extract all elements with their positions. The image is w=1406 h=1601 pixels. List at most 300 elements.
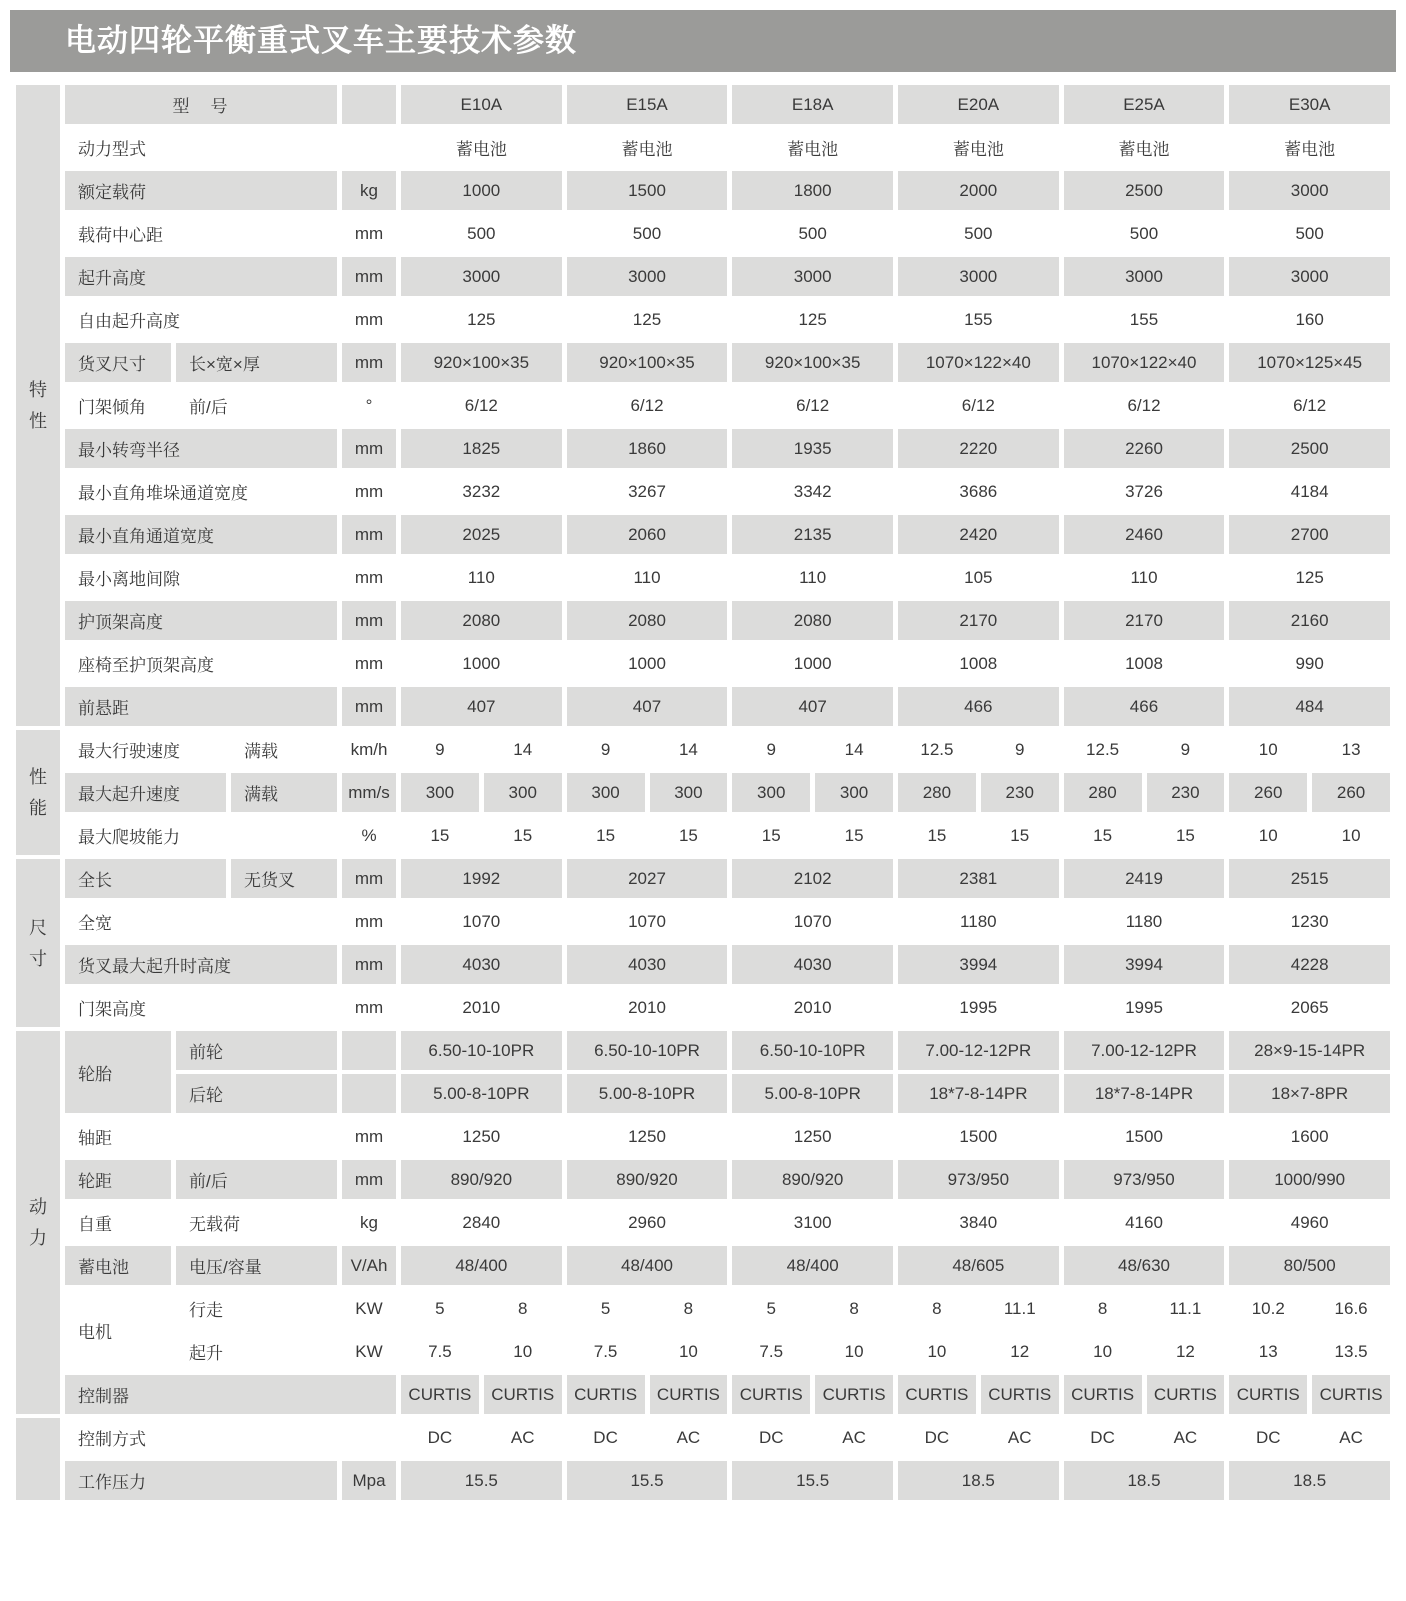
value-cell: 8 <box>683 1298 694 1318</box>
unit-cell: mm <box>342 945 396 984</box>
value-cell: 466 <box>1064 687 1225 726</box>
section-label-char: 寸 <box>29 948 47 969</box>
unit-cell <box>342 1031 396 1070</box>
value-cell: 28×9-15-14PR <box>1229 1031 1390 1070</box>
unit-cell: mm <box>342 601 396 640</box>
value-cell: 1070 <box>628 911 666 931</box>
value-cell: 2220 <box>898 429 1059 468</box>
value-cell: 2010 <box>462 997 501 1017</box>
unit-cell: mm <box>354 653 384 673</box>
value-cell: 1800 <box>732 171 893 210</box>
value-cell: 3000 <box>1229 171 1390 210</box>
value-cell: 890/920 <box>401 1160 562 1199</box>
section-label <box>16 85 60 726</box>
value-cell: 3994 <box>898 945 1059 984</box>
value-cell: 4030 <box>401 945 562 984</box>
value-cell: 1000 <box>628 653 666 673</box>
value-cell: 10 <box>1341 825 1361 845</box>
row-label: 座椅至护顶架高度 <box>78 656 214 675</box>
value-cell: 280 <box>1064 773 1142 812</box>
unit-cell <box>342 85 396 124</box>
value-cell: 3000 <box>898 257 1059 296</box>
value-cell: 1000/990 <box>1229 1160 1390 1199</box>
unit-cell: mm <box>354 223 384 243</box>
section-label-char: 尺 <box>29 917 47 938</box>
value-cell: 160 <box>1295 309 1324 329</box>
value-cell: 1500 <box>1125 1126 1163 1146</box>
row-sublabel: 起升 <box>189 1344 223 1363</box>
value-cell: 230 <box>981 773 1059 812</box>
unit-cell: mm <box>354 481 384 501</box>
value-cell: 1500 <box>959 1126 998 1146</box>
value-cell: 蓄电池 <box>621 140 673 159</box>
unit-cell: mm <box>342 1160 396 1199</box>
value-cell: 6/12 <box>464 395 498 415</box>
value-cell: 5.00-8-10PR <box>401 1074 562 1113</box>
value-cell: 110 <box>799 567 827 587</box>
value-cell: 48/400 <box>401 1246 562 1285</box>
value-cell: 蓄电池 <box>952 140 1004 159</box>
value-cell: 280 <box>898 773 976 812</box>
value-cell: 300 <box>401 773 479 812</box>
row-label: 控制方式 <box>78 1430 146 1449</box>
unit-cell: Mpa <box>342 1461 396 1500</box>
value-cell: 1008 <box>959 653 998 673</box>
value-cell: 300 <box>650 773 728 812</box>
row-sublabel: 前/后 <box>189 398 228 417</box>
unit-cell: KW <box>355 1298 383 1318</box>
value-cell: 14 <box>678 739 698 759</box>
value-cell: 6.50-10-10PR <box>401 1031 562 1070</box>
section-label <box>16 1031 60 1414</box>
value-cell: 2420 <box>898 515 1059 554</box>
value-cell: 蓄电池 <box>787 140 839 159</box>
row-label: 自由起升高度 <box>78 312 180 331</box>
row-sublabel: 前轮 <box>176 1031 337 1070</box>
row-label: 自重 <box>78 1215 112 1234</box>
value-cell: 3000 <box>732 257 893 296</box>
value-cell: 2160 <box>1229 601 1390 640</box>
row-label: 门架高度 <box>78 1000 146 1019</box>
value-cell: 2419 <box>1064 859 1225 898</box>
section-label <box>16 1418 60 1500</box>
value-cell: 16.6 <box>1334 1298 1368 1318</box>
value-cell: 230 <box>1147 773 1225 812</box>
value-cell: 6/12 <box>796 395 830 415</box>
value-cell: 484 <box>1229 687 1390 726</box>
value-cell: 3840 <box>959 1212 998 1232</box>
value-cell: 1000 <box>793 653 832 673</box>
value-cell: 18.5 <box>1064 1461 1225 1500</box>
value-cell: 1935 <box>732 429 893 468</box>
value-cell: 4960 <box>1290 1212 1329 1232</box>
model-header: E18A <box>732 85 893 124</box>
value-cell: 9 <box>435 739 445 759</box>
row-group-label: 轮胎 <box>65 1031 171 1113</box>
value-cell: 1250 <box>628 1126 666 1146</box>
row-label: 门架倾角 <box>78 398 146 417</box>
value-cell: 9 <box>600 739 611 759</box>
value-cell: 1070×125×45 <box>1229 343 1390 382</box>
row-sublabel: 无货叉 <box>231 859 337 898</box>
value-cell: 12 <box>1175 1341 1195 1361</box>
value-cell: 2060 <box>567 515 728 554</box>
value-cell: 15 <box>1010 825 1030 845</box>
value-cell: CURTIS <box>567 1375 645 1414</box>
value-cell: 15.5 <box>401 1461 562 1500</box>
value-cell: 8 <box>849 1298 859 1318</box>
value-cell: 48/400 <box>732 1246 893 1285</box>
row-label: 护顶架高度 <box>65 601 337 640</box>
row-sublabel: 长×宽×厚 <box>176 343 337 382</box>
value-cell: 4030 <box>567 945 728 984</box>
value-cell: 125 <box>798 309 827 329</box>
section-label-char: 能 <box>29 798 47 818</box>
value-cell: 407 <box>401 687 562 726</box>
value-cell: 9 <box>1015 739 1025 759</box>
value-cell: 1070×122×40 <box>1064 343 1225 382</box>
row-label: 货叉最大起升时高度 <box>65 945 337 984</box>
value-cell: 466 <box>898 687 1059 726</box>
row-sublabel: 前/后 <box>176 1160 337 1199</box>
unit-cell <box>342 1074 396 1113</box>
value-cell: 920×100×35 <box>567 343 728 382</box>
row-sublabel: 电压/容量 <box>176 1246 337 1285</box>
value-cell: 3994 <box>1064 945 1225 984</box>
row-sublabel: 行走 <box>189 1301 223 1320</box>
value-cell: CURTIS <box>981 1375 1059 1414</box>
unit-cell: mm/s <box>342 773 396 812</box>
value-cell: 3232 <box>462 481 501 501</box>
value-cell: 2000 <box>898 171 1059 210</box>
value-cell: 4160 <box>1125 1212 1163 1232</box>
value-cell: CURTIS <box>1312 1375 1390 1414</box>
value-cell: 2080 <box>567 601 728 640</box>
value-cell: 920×100×35 <box>732 343 893 382</box>
value-cell: 1230 <box>1290 911 1329 931</box>
value-cell: 2025 <box>401 515 562 554</box>
value-cell: 6/12 <box>961 395 995 415</box>
value-cell: 13.5 <box>1334 1341 1368 1361</box>
row-label: 全宽 <box>78 914 112 933</box>
value-cell: 2460 <box>1064 515 1225 554</box>
row-label: 控制器 <box>65 1375 396 1414</box>
value-cell: CURTIS <box>1064 1375 1142 1414</box>
value-cell: 2080 <box>732 601 893 640</box>
value-cell: 2960 <box>628 1212 666 1232</box>
value-cell: 2840 <box>462 1212 501 1232</box>
value-cell: 8 <box>1097 1298 1108 1318</box>
value-cell: DC <box>427 1427 453 1447</box>
section-label-char: 力 <box>29 1228 47 1248</box>
value-cell: 18.5 <box>898 1461 1059 1500</box>
value-cell: 12.5 <box>1086 739 1120 759</box>
unit-cell: mm <box>342 257 396 296</box>
value-cell: 500 <box>1295 223 1324 243</box>
value-cell: 990 <box>1295 653 1324 673</box>
value-cell: 155 <box>1129 309 1159 329</box>
section-label-char: 性 <box>29 767 47 787</box>
unit-cell: kg <box>342 171 396 210</box>
value-cell: 1250 <box>462 1126 501 1146</box>
value-cell: 890/920 <box>732 1160 893 1199</box>
unit-cell: % <box>361 825 377 845</box>
value-cell: 48/605 <box>898 1246 1059 1285</box>
value-cell: 48/630 <box>1064 1246 1225 1285</box>
value-cell: 9 <box>766 739 776 759</box>
value-cell: 蓄电池 <box>1284 140 1336 159</box>
value-cell: 15 <box>1093 825 1113 845</box>
value-cell: 110 <box>1130 567 1158 587</box>
value-cell: 15 <box>1175 825 1195 845</box>
value-cell: 2515 <box>1229 859 1390 898</box>
unit-cell <box>342 1418 396 1457</box>
value-cell: 2080 <box>401 601 562 640</box>
value-cell: AC <box>1173 1427 1198 1447</box>
row-label: 载荷中心距 <box>78 226 163 245</box>
value-cell: 5.00-8-10PR <box>567 1074 728 1113</box>
value-cell: 48/400 <box>567 1246 728 1285</box>
value-cell: 5.00-8-10PR <box>732 1074 893 1113</box>
row-sublabel: 后轮 <box>176 1074 337 1113</box>
value-cell: 4228 <box>1229 945 1390 984</box>
value-cell: AC <box>842 1427 866 1447</box>
value-cell: 3000 <box>401 257 562 296</box>
value-cell: 500 <box>467 223 496 243</box>
value-cell: 6/12 <box>630 395 664 415</box>
value-cell: 500 <box>632 223 662 243</box>
row-label: 起升高度 <box>65 257 337 296</box>
value-cell: 500 <box>798 223 827 243</box>
value-cell: AC <box>1339 1427 1363 1447</box>
value-cell: 3267 <box>628 481 666 501</box>
value-cell: 10 <box>1258 739 1278 759</box>
value-cell: 5 <box>766 1298 776 1318</box>
value-cell: 1000 <box>401 171 562 210</box>
value-cell: 8 <box>932 1298 942 1318</box>
value-cell: 6/12 <box>1293 395 1327 415</box>
unit-cell: KW <box>355 1341 383 1361</box>
row-label: 最大起升速度 <box>65 773 226 812</box>
unit-cell <box>342 128 396 167</box>
value-cell: 5 <box>600 1298 611 1318</box>
unit-cell: mm <box>354 567 384 587</box>
value-cell: 14 <box>844 739 864 759</box>
model-header: E25A <box>1064 85 1225 124</box>
value-cell: 8 <box>518 1298 528 1318</box>
value-cell: 407 <box>567 687 728 726</box>
model-header-label: 型 号 <box>65 85 337 124</box>
page-title: 电动四轮平衡重式叉车主要技术参数 <box>10 10 1396 72</box>
value-cell: CURTIS <box>815 1375 893 1414</box>
value-cell: 260 <box>1312 773 1390 812</box>
model-header: E10A <box>401 85 562 124</box>
unit-cell: mm <box>342 343 396 382</box>
value-cell: 6.50-10-10PR <box>732 1031 893 1070</box>
value-cell: 7.00-12-12PR <box>1064 1031 1225 1070</box>
section-label <box>16 730 60 855</box>
value-cell: 5 <box>435 1298 445 1318</box>
value-cell: 3000 <box>567 257 728 296</box>
row-label: 动力型式 <box>78 140 146 159</box>
row-sublabel: 满载 <box>231 773 337 812</box>
value-cell: 14 <box>513 739 533 759</box>
value-cell: 11.1 <box>1169 1298 1202 1318</box>
value-cell: 890/920 <box>567 1160 728 1199</box>
value-cell: 蓄电池 <box>1118 140 1170 159</box>
row-label: 最小离地间隙 <box>78 570 180 589</box>
value-cell: 2010 <box>793 997 832 1017</box>
row-label: 蓄电池 <box>65 1246 171 1285</box>
value-cell: 1250 <box>793 1126 832 1146</box>
section-label-char: 特 <box>29 380 47 400</box>
value-cell: 13 <box>1341 739 1361 759</box>
value-cell: 105 <box>964 567 993 587</box>
value-cell: 973/950 <box>1064 1160 1225 1199</box>
model-header: E30A <box>1229 85 1390 124</box>
section-label-char: 动 <box>29 1197 47 1217</box>
unit-cell: mm <box>354 1126 384 1146</box>
value-cell: 15 <box>596 825 616 845</box>
value-cell: 125 <box>632 309 662 329</box>
value-cell: 2260 <box>1064 429 1225 468</box>
value-cell: DC <box>1255 1427 1281 1447</box>
value-cell: 7.5 <box>593 1341 618 1361</box>
unit-cell: mm <box>342 429 396 468</box>
value-cell: AC <box>1007 1427 1032 1447</box>
value-cell: 2500 <box>1229 429 1390 468</box>
row-label: 轴距 <box>78 1129 112 1148</box>
value-cell: CURTIS <box>732 1375 810 1414</box>
value-cell: 1000 <box>462 653 501 673</box>
unit-cell: mm <box>342 859 396 898</box>
value-cell: 300 <box>815 773 893 812</box>
value-cell: CURTIS <box>484 1375 562 1414</box>
value-cell: 蓄电池 <box>455 140 507 159</box>
value-cell: 12.5 <box>920 739 954 759</box>
value-cell: 2065 <box>1290 997 1329 1017</box>
value-cell: 2135 <box>732 515 893 554</box>
value-cell: 10 <box>927 1341 947 1361</box>
value-cell: 125 <box>467 309 496 329</box>
row-sublabel: 满载 <box>244 742 278 761</box>
value-cell: 7.00-12-12PR <box>898 1031 1059 1070</box>
unit-cell: ° <box>365 395 373 415</box>
value-cell: CURTIS <box>1229 1375 1307 1414</box>
value-cell: DC <box>924 1427 950 1447</box>
section-label <box>16 859 60 1027</box>
unit-cell: kg <box>360 1212 378 1232</box>
value-cell: 6/12 <box>1127 395 1161 415</box>
value-cell: 10.2 <box>1251 1298 1285 1318</box>
value-cell: 110 <box>633 567 661 587</box>
row-label: 最大爬坡能力 <box>78 828 180 847</box>
value-cell: 18*7-8-14PR <box>1064 1074 1225 1113</box>
value-cell: 15 <box>513 825 533 845</box>
value-cell: 300 <box>484 773 562 812</box>
value-cell: DC <box>1090 1427 1115 1447</box>
unit-cell: mm <box>354 309 384 329</box>
value-cell: AC <box>676 1427 701 1447</box>
unit-cell: km/h <box>350 739 388 759</box>
unit-cell: V/Ah <box>342 1246 396 1285</box>
value-cell: 11.1 <box>1003 1298 1036 1318</box>
value-cell: 973/950 <box>898 1160 1059 1199</box>
value-cell: 2027 <box>567 859 728 898</box>
value-cell: 125 <box>1295 567 1324 587</box>
unit-cell: mm <box>342 515 396 554</box>
value-cell: 2381 <box>898 859 1059 898</box>
row-label: 全长 <box>65 859 226 898</box>
value-cell: 9 <box>1180 739 1191 759</box>
value-cell: DC <box>758 1427 784 1447</box>
value-cell: 1825 <box>401 429 562 468</box>
value-cell: 1860 <box>567 429 728 468</box>
value-cell: 10 <box>844 1341 864 1361</box>
value-cell: 7.5 <box>759 1341 784 1361</box>
page <box>0 10 1406 1601</box>
value-cell: 15 <box>678 825 698 845</box>
value-cell: 7.5 <box>428 1341 452 1361</box>
value-cell: 1600 <box>1290 1126 1329 1146</box>
value-cell: 1008 <box>1125 653 1163 673</box>
value-cell: 18*7-8-14PR <box>898 1074 1059 1113</box>
row-label: 前悬距 <box>65 687 337 726</box>
value-cell: 155 <box>964 309 993 329</box>
row-label: 轮距 <box>65 1160 171 1199</box>
value-cell: 3726 <box>1125 481 1163 501</box>
value-cell: 1180 <box>960 911 997 931</box>
row-label: 货叉尺寸 <box>65 343 171 382</box>
value-cell: 3100 <box>793 1212 832 1232</box>
value-cell: 3686 <box>959 481 998 501</box>
value-cell: 300 <box>732 773 810 812</box>
section-label-char: 性 <box>29 411 47 431</box>
spec-table <box>16 85 1390 1500</box>
value-cell: CURTIS <box>650 1375 728 1414</box>
row-group-label: 电机 <box>78 1322 112 1342</box>
value-cell: 1070 <box>793 911 832 931</box>
value-cell: 1992 <box>401 859 562 898</box>
value-cell: CURTIS <box>898 1375 976 1414</box>
value-cell: 4184 <box>1290 481 1329 501</box>
value-cell: CURTIS <box>401 1375 479 1414</box>
value-cell: 15 <box>761 825 781 845</box>
value-cell: 1500 <box>567 171 728 210</box>
value-cell: CURTIS <box>1147 1375 1225 1414</box>
value-cell: 300 <box>567 773 645 812</box>
value-cell: DC <box>593 1427 618 1447</box>
value-cell: 10 <box>1093 1341 1113 1361</box>
value-cell: 2010 <box>628 997 666 1017</box>
value-cell: 10 <box>513 1341 533 1361</box>
value-cell: 1070 <box>462 911 501 931</box>
value-cell: 1180 <box>1125 911 1163 931</box>
unit-cell: mm <box>354 997 384 1017</box>
value-cell: 10 <box>1258 825 1278 845</box>
value-cell: 15.5 <box>567 1461 728 1500</box>
value-cell: 500 <box>964 223 993 243</box>
unit-cell: mm <box>354 911 384 931</box>
value-cell: 15.5 <box>732 1461 893 1500</box>
row-label: 工作压力 <box>65 1461 337 1500</box>
value-cell: 110 <box>467 567 495 587</box>
model-header: E15A <box>567 85 728 124</box>
value-cell: 2500 <box>1064 171 1225 210</box>
value-cell: 2170 <box>1064 601 1225 640</box>
value-cell: 15 <box>430 825 450 845</box>
value-cell: 18×7-8PR <box>1229 1074 1390 1113</box>
